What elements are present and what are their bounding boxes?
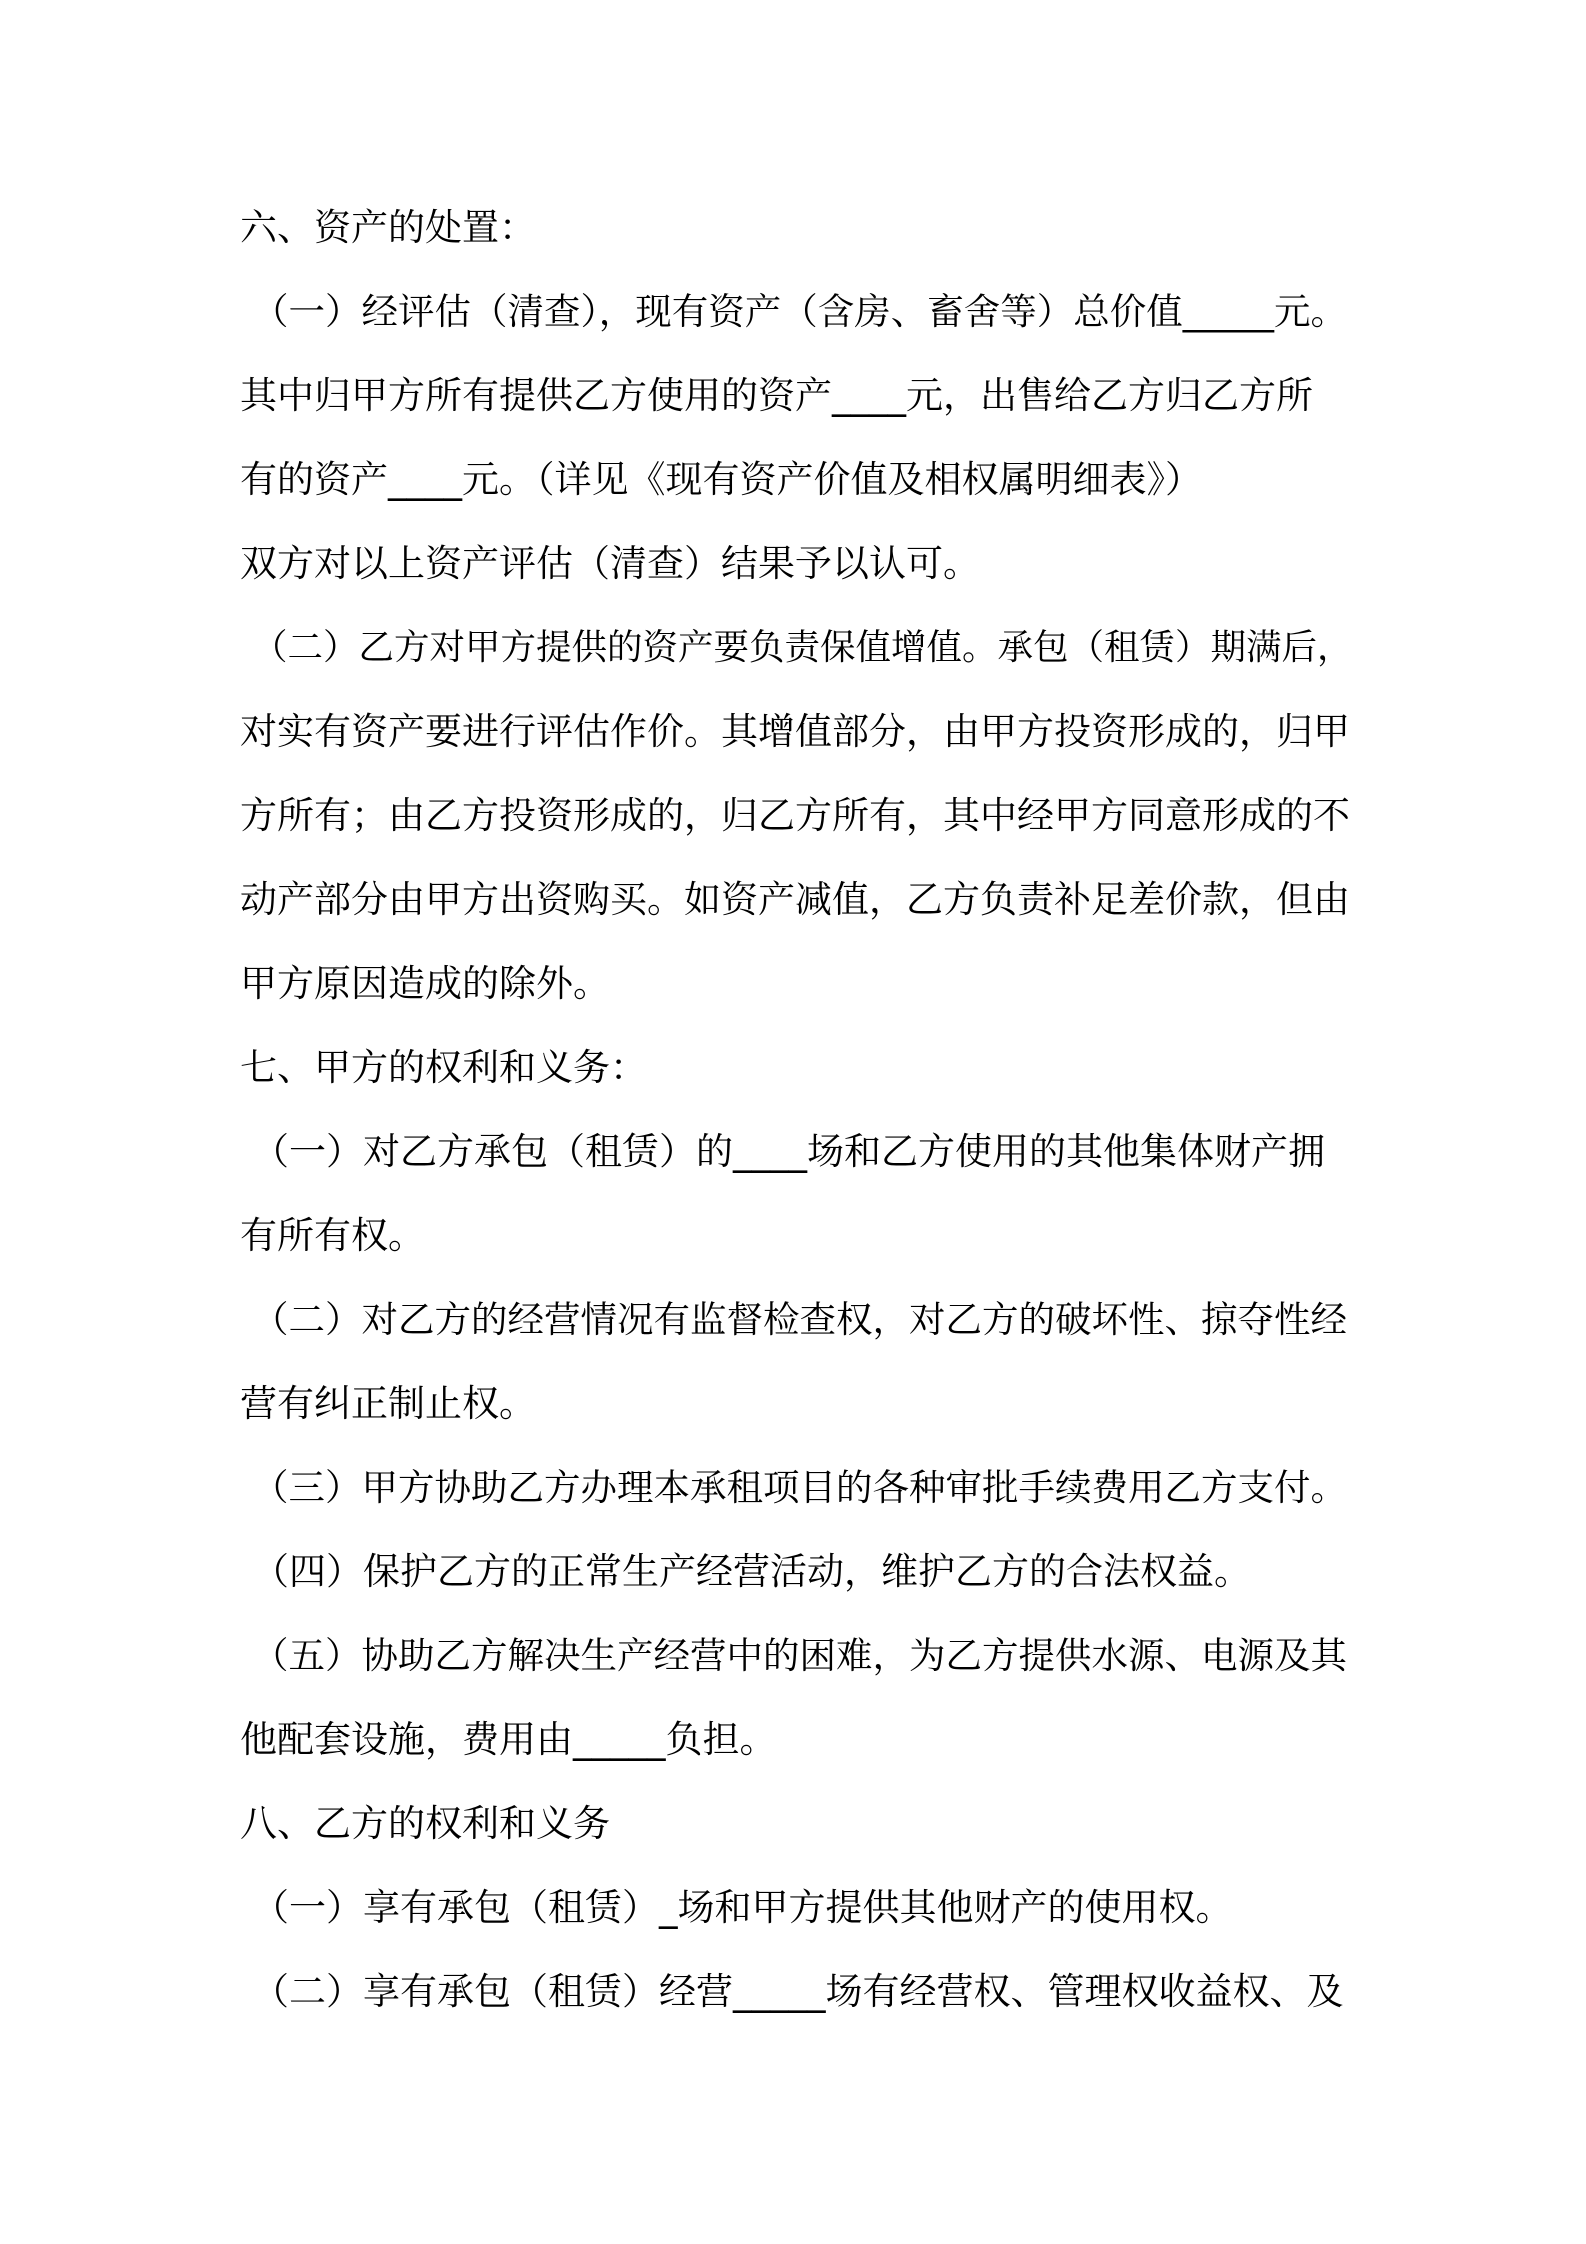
clause-line: （一）经评估（清查），现有资产（含房、畜舍等）总价值_____元。 xyxy=(252,290,1347,333)
clause-line: （一）对乙方承包（租赁）的____场和乙方使用的其他集体财产拥 xyxy=(252,1130,1325,1173)
clause-line: 有所有权。 xyxy=(240,1214,425,1257)
clause-line: 动产部分由甲方出资购买。如资产减值，乙方负责补足差价款，但由 xyxy=(240,878,1350,921)
section-heading: 八、乙方的权利和义务 xyxy=(240,1802,610,1845)
clause-line: （五）协助乙方解决生产经营中的困难，为乙方提供水源、电源及其 xyxy=(252,1634,1347,1677)
section-heading: 六、资产的处置： xyxy=(240,206,536,249)
clause-line: 双方对以上资产评估（清查）结果予以认可。 xyxy=(240,542,980,585)
section-heading: 七、甲方的权利和义务： xyxy=(240,1046,647,1089)
clause-line: 方所有；由乙方投资形成的，归乙方所有，其中经甲方同意形成的不 xyxy=(240,794,1350,837)
clause-line: （三）甲方协助乙方办理本承租项目的各种审批手续费用乙方支付。 xyxy=(252,1466,1347,1509)
clause-line: 甲方原因造成的除外。 xyxy=(240,962,610,1005)
clause-line: （一）享有承包（租赁）_场和甲方提供其他财产的使用权。 xyxy=(252,1886,1233,1929)
clause-line: （二）享有承包（租赁）经营_____场有经营权、管理权收益权、及 xyxy=(252,1970,1344,2013)
clause-line: 对实有资产要进行评估作价。其增值部分，由甲方投资形成的，归甲 xyxy=(240,710,1350,753)
clause-line: （二）乙方对甲方提供的资产要负责保值增值。承包（租赁）期满后， xyxy=(252,627,1353,668)
clause-line: （二）对乙方的经营情况有监督检查权，对乙方的破坏性、掠夺性经 xyxy=(252,1298,1347,1341)
clause-line: 其中归甲方所有提供乙方使用的资产____元，出售给乙方归乙方所 xyxy=(240,374,1313,417)
clause-line: （四）保护乙方的正常生产经营活动，维护乙方的合法权益。 xyxy=(252,1550,1251,1593)
clause-line: 他配套设施，费用由_____负担。 xyxy=(240,1718,777,1761)
clause-line: 有的资产____元。（详见《现有资产价值及相权属明细表》） xyxy=(240,458,1202,501)
clause-line: 营有纠正制止权。 xyxy=(240,1382,536,1425)
